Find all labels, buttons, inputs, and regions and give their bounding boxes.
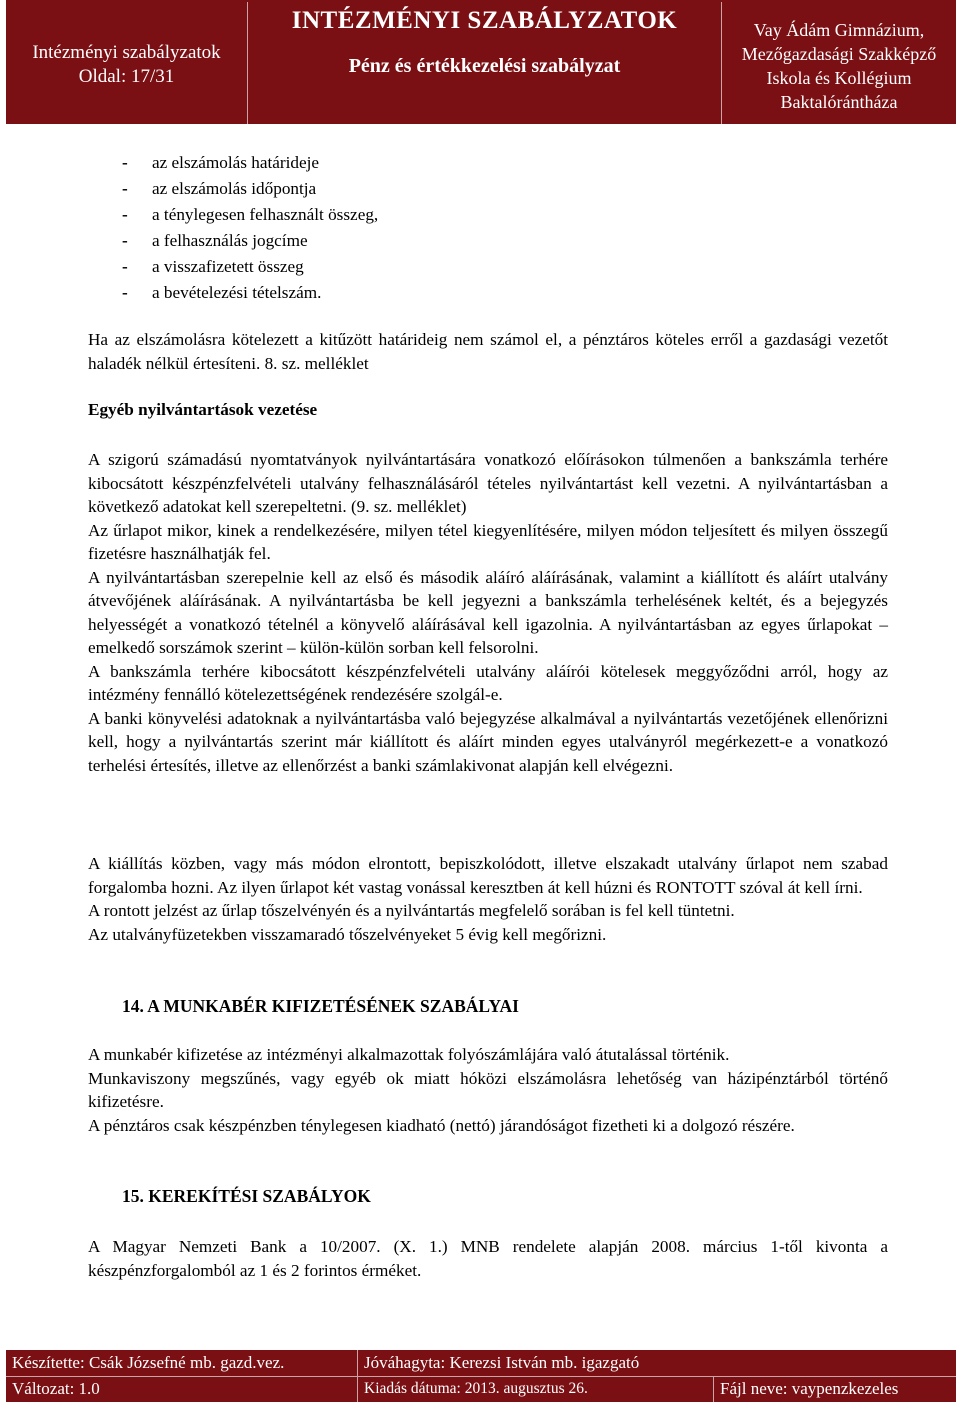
paragraph: A munkabér kifizetése az intézményi alkalmazottak folyószámlájára való átutalással történik. (88, 1045, 730, 1064)
list-item: - a felhasználás jogcíme (122, 228, 378, 254)
institution-line: Vay Ádám Gimnázium, (753, 20, 925, 40)
header-right-cell (722, 2, 956, 124)
list-dash: - (122, 205, 128, 224)
header-page-number: Oldal: 17/31 (78, 66, 175, 87)
institution-line: Mezőgazdasági Szakképző (741, 44, 937, 64)
paragraph: A pénztáros csak készpénzben ténylegesen kiadható (nettó) járandóságot fizetheti ki a dolgozó részére. (88, 1115, 795, 1135)
page-footer (6, 1350, 956, 1402)
institution-line: Baktalórántháza (780, 92, 898, 112)
paragraph: A rontott jelzést az űrlap tőszelvényén és a nyilvántartás megfelelő sorában is fel kell tüntetni. (88, 901, 735, 920)
paragraph: Az űrlapot mikor, kinek a rendelkezésére, milyen tétel kiegyenlítésére, milyen módon teljesített és milyen összegű fizetésre használhatják fel. (88, 520, 888, 563)
paragraph: A banki könyvelési adatoknak a nyilvántartásba való bejegyzése alkalmával a nyilvántartás vezetőjének ellenőrizni kell, hogy a nyilvántartás szerint már kiállított és aláírt minden egyes utalványról megérkezett-e a vonatkozó terhelési értesítés, illetve az ellenőrzést a banki számlakivonat alapján kell elvégezni. (88, 708, 888, 775)
footer-file-name: Fájl neve: vaypenzkezeles (720, 1379, 899, 1398)
footer-approved: Jóváhagyta: Kerezsi István mb. igazgató (364, 1353, 640, 1372)
list-item: - a visszafizetett összeg (122, 254, 378, 280)
header-institution (722, 18, 956, 114)
list-dash: - (122, 257, 128, 276)
list-item: - az elszámolás határideje (122, 150, 378, 176)
header-middle-cell (248, 2, 722, 124)
paragraph: A nyilvántartásban szerepelnie kell az első és második aláíró aláírásának, valamint a kiállított és aláírt utalvány átvevőjének aláírásának. A nyilvántartásba be kell jegyezni a bankszámla terhelésének keltét, és a bejegyzés helyességét a vonatkozó tételnél a könyvelő aláírásával kell igazolnia. A nyilvántartásban az egyes űrlapokat – emelkedő sorszámok szerint – külön-külön sorban kell felsorolni. (88, 567, 888, 657)
section-14-title: 14. A MUNKABÉR KIFIZETÉSÉNEK SZABÁLYAI (122, 996, 519, 1016)
footer-row (6, 1376, 956, 1402)
header-title: INTÉZMÉNYI SZABÁLYZATOK (291, 7, 678, 34)
institution-line: Iskola és Kollégium (766, 68, 912, 88)
spoiled-voucher-block (88, 852, 888, 946)
section-15-title: 15. KEREKÍTÉSI SZABÁLYOK (122, 1186, 371, 1206)
paragraph: A szigorú számadású nyomtatványok nyilvántartására vonatkozó előírásokon túlmenően a bankszámla terhére kibocsátott készpénzfelvételi utalvány felhasználásáról tételes nyilvántartást kell vezetni. A nyilvántartásban a következő adatokat kell szerepeltetni. (9. sz. melléklet) (88, 450, 888, 516)
subheading-other-records: Egyéb nyilvántartások vezetése (88, 400, 318, 419)
records-text-block (88, 448, 888, 777)
header-subtitle: Pénz és értékkezelési szabályzat (348, 55, 621, 77)
paragraph: A kiállítás közben, vagy más módon elrontott, bepiszkolódott, illetve elszakadt utalvány űrlapot nem szabad forgalomba hozni. Az ilyen űrlapot két vastag vonással keresztben át kell húzni és RONTOTT szóval át kell írni. (88, 854, 888, 897)
settlement-data-list (122, 150, 378, 306)
footer-author: Készítette: Csák Józsefné mb. gazd.vez. (6, 1350, 358, 1376)
footer-row (6, 1350, 956, 1377)
paragraph: Az utalványfüzetekben visszamaradó tőszelvényeket 5 évig kell megőrizni. (88, 924, 607, 944)
footer-version: Változat: 1.0 (6, 1376, 358, 1402)
page-header (6, 0, 956, 124)
list-dash: - (122, 179, 128, 198)
paragraph: A Magyar Nemzeti Bank a 10/2007. (X. 1.) MNB rendelete alapján 2008. március 1-től kivonta a készpénzforgalomból az 1 és 2 forintos érméket. (88, 1237, 888, 1280)
header-left-cell (6, 2, 248, 124)
footer-issue-date: Kiadás dátuma: 2013. augusztus 26. (358, 1376, 714, 1402)
list-dash: - (122, 283, 128, 302)
deadline-paragraph-block (88, 328, 888, 375)
deadline-paragraph: Ha az elszámolásra kötelezett a kitűzött határideig nem számol el, a pénztáros köteles erről a gazdasági vezetőt haladék nélkül értesíteni. 8. sz. melléklet (88, 330, 888, 373)
list-item: - az elszámolás időpontja (122, 176, 378, 202)
list-item: - a bevételezési tételszám. (122, 280, 378, 306)
header-document-category: Intézményi szabályzatok (32, 42, 221, 63)
list-dash: - (122, 153, 128, 172)
list-dash: - (122, 231, 128, 250)
paragraph: A bankszámla terhére kibocsátott készpénzfelvételi utalvány aláírói kötelesek meggyőződni arról, hogy az intézmény fennálló kötelezettségének rendezésére szolgál-e. (88, 661, 888, 704)
section-14-body (88, 1043, 888, 1137)
section-15-body (88, 1235, 888, 1282)
paragraph: Munkaviszony megszűnés, vagy egyéb ok miatt hóközi elszámolásra lehetőség van házipénztárból történő kifizetésre. (88, 1068, 888, 1111)
list-item: - a ténylegesen felhasznált összeg, (122, 202, 378, 228)
